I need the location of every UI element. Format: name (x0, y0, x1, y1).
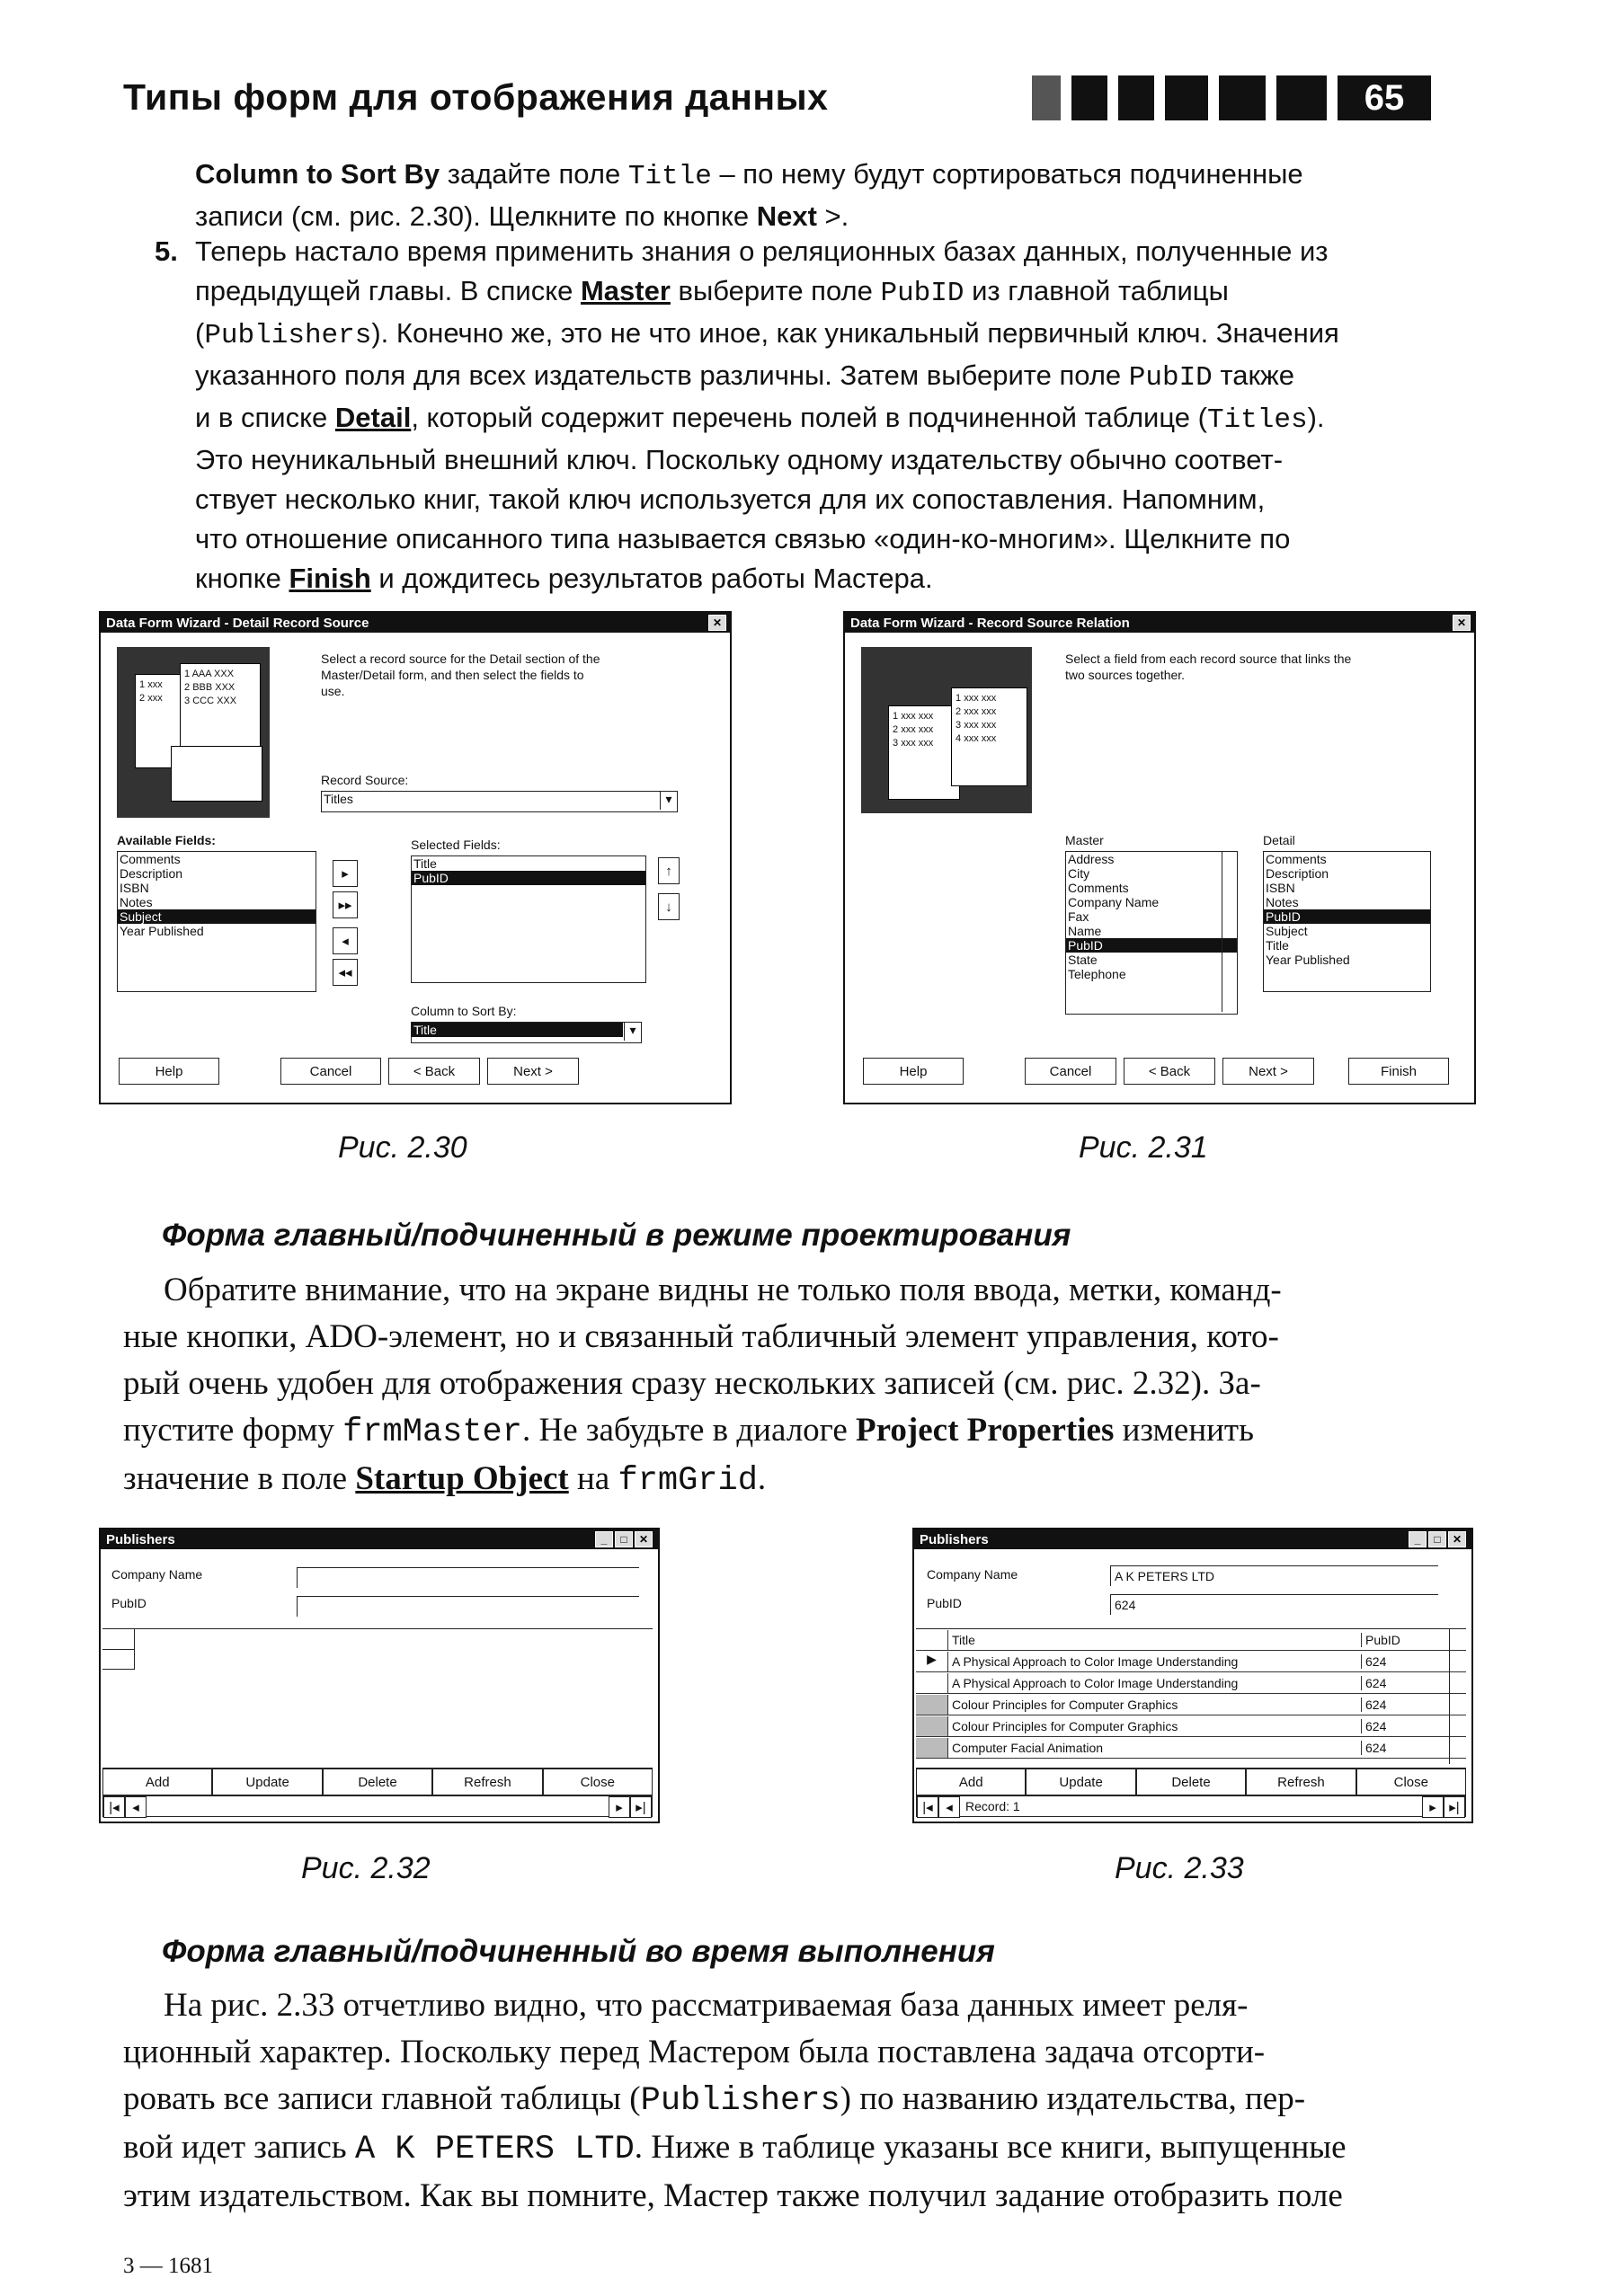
list-item: Name (1068, 924, 1102, 938)
list-item: Subject (1266, 924, 1308, 938)
move-up-button[interactable]: ↑ (658, 857, 680, 884)
delete-button[interactable]: Delete (1136, 1769, 1246, 1795)
refresh-button[interactable]: Refresh (432, 1769, 542, 1795)
fig233-form-window (912, 1528, 1473, 1823)
maximize-icon[interactable]: □ (1428, 1531, 1446, 1547)
wizard-illustration: 1 xxx 2 xxx 1 AAA XXX 2 BBB XXX 3 CCC XXX (117, 647, 270, 818)
column-header: PubID (1365, 1632, 1400, 1647)
pubid-label: PubID (927, 1596, 962, 1610)
command-bar (916, 1768, 1466, 1794)
company-name-input[interactable] (297, 1567, 639, 1588)
company-name-label: Company Name (927, 1567, 1018, 1582)
fig233-caption: Рис. 2.33 (1115, 1851, 1244, 1885)
table-row[interactable]: Colour Principles for Computer Graphics 624 (916, 1715, 1466, 1737)
last-record-button[interactable]: ▸| (1444, 1796, 1465, 1818)
header-decor-bar (1032, 75, 1472, 120)
minimize-icon[interactable]: _ (1409, 1531, 1427, 1547)
prev-record-button[interactable]: ◂ (125, 1796, 147, 1818)
wizard-illustration: 1 xxx xxx 2 xxx xxx 3 xxx xxx 1 xxx xxx 2 xxx xxx 3 xxx xxx 4 xxx xxx (861, 647, 1032, 813)
list-item: Company Name (1068, 895, 1160, 909)
pubid-input[interactable]: 624 (1110, 1594, 1438, 1615)
add-button[interactable]: Add (916, 1769, 1026, 1795)
list-item: Year Published (1266, 953, 1350, 967)
column-header: Title (948, 1633, 1362, 1647)
grid-header (916, 1629, 1466, 1651)
available-fields-label: Available Fields: (117, 833, 216, 847)
list-item: ISBN (120, 881, 149, 895)
list-item: Fax (1068, 909, 1089, 924)
list-item: Description (120, 866, 183, 881)
next-button[interactable]: Next > (487, 1058, 579, 1085)
list-item: Comments (1266, 852, 1327, 866)
data-grid[interactable] (102, 1628, 653, 1764)
finish-button[interactable]: Finish (1348, 1058, 1449, 1085)
fig230-caption: Рис. 2.30 (338, 1130, 467, 1165)
remove-all-fields-button[interactable]: ◂◂ (333, 959, 358, 986)
cancel-button[interactable]: Cancel (280, 1058, 381, 1085)
intro-text: Column to Sort By задайте поле Title – по нему будут сортироваться подчиненные записи (см. рис. 2.30). Щелкните по кнопке Next >. (195, 158, 1303, 232)
next-record-button[interactable]: ▸ (609, 1796, 630, 1818)
command-bar (102, 1768, 653, 1794)
section1-paragraph: Обратите внимание, что на экране видны не только поля ввода, метки, команд- ные кнопки, ADO-элемент, но и связанный табличный элемент управления, кото- рый очень удобен для отображения сразу нескольких записей (см. рис. 2.32). За- пустите форму frmMaster. Не забудьте в диалоге Project Properties изменить значение в поле Startup Object на frmGrid. (123, 1272, 1282, 1500)
company-name-label: Company Name (111, 1567, 203, 1582)
remove-field-button[interactable]: ◂ (333, 927, 358, 954)
close-icon[interactable]: ✕ (635, 1531, 653, 1547)
add-button[interactable]: Add (102, 1769, 212, 1795)
back-button[interactable]: < Back (1124, 1058, 1215, 1085)
page-number: 65 (1338, 75, 1431, 120)
first-record-button[interactable]: |◂ (103, 1796, 125, 1818)
list-item: Year Published (120, 924, 204, 938)
close-icon[interactable]: ✕ (1453, 615, 1471, 631)
fig231-caption: Рис. 2.31 (1079, 1130, 1208, 1165)
table-row[interactable]: Colour Principles for Computer Graphics 624 (916, 1694, 1466, 1715)
list-item: Telephone (1068, 967, 1126, 981)
list-item: Subject (118, 909, 316, 924)
fig231-description: Select a field from each record source that links the two sources together. (1065, 652, 1352, 682)
record-source-label: Record Source: (321, 773, 409, 787)
fig233-titlebar: Publishers _ □ ✕ (914, 1529, 1471, 1549)
data-grid[interactable] (916, 1628, 1466, 1764)
minimize-icon[interactable]: _ (595, 1531, 613, 1547)
table-row[interactable]: Computer Facial Animation 624 (916, 1737, 1466, 1759)
list-item: Title (413, 856, 437, 871)
list-item: Description (1266, 866, 1329, 881)
list-item: Comments (120, 852, 181, 866)
close-icon[interactable]: ✕ (1448, 1531, 1466, 1547)
dropdown-arrow-icon: ▾ (660, 792, 677, 810)
scrollbar[interactable] (1222, 852, 1237, 1012)
master-label: Master (1065, 833, 1104, 847)
fig230-wizard-window (99, 611, 732, 1104)
selected-fields-label: Selected Fields: (411, 838, 501, 852)
fig231-wizard-window (843, 611, 1476, 1104)
add-all-fields-button[interactable]: ▸▸ (333, 891, 358, 918)
list-item: Notes (1266, 895, 1299, 909)
list-item: Address (1068, 852, 1115, 866)
scrollbar[interactable] (1449, 1629, 1466, 1764)
running-header-title: Типы форм для отображения данных (123, 76, 829, 118)
next-record-button[interactable]: ▸ (1422, 1796, 1444, 1818)
step-number: 5. (155, 235, 178, 267)
selected-fields-list[interactable] (411, 855, 646, 983)
help-button[interactable]: Help (863, 1058, 964, 1085)
update-button[interactable]: Update (212, 1769, 322, 1795)
detail-fields-list[interactable] (1263, 851, 1431, 992)
prev-record-button[interactable]: ◂ (938, 1796, 960, 1818)
next-button[interactable]: Next > (1222, 1058, 1314, 1085)
delete-button[interactable]: Delete (323, 1769, 432, 1795)
section-heading-design: Форма главный/подчиненный в режиме проектирования (162, 1218, 1071, 1253)
list-item: Notes (120, 895, 153, 909)
sort-column-label: Column to Sort By: (411, 1004, 517, 1018)
section2-paragraph: На рис. 2.33 отчетливо видно, что рассматриваемая база данных имеет реля- ционный характер. Поскольку перед Мастером была поставлена задача отсорти- ровать все записи главной таблицы (Publishers) по названию издательства, пер- вой идет запись A K PETERS LTD. Ниже в таблице указаны все книги, выпущенные этим издательством. Как вы помните, Мастер также получил задание отобразить поле (123, 1987, 1347, 2214)
last-record-button[interactable]: ▸| (630, 1796, 652, 1818)
fig232-caption: Рис. 2.32 (301, 1851, 431, 1885)
master-fields-list[interactable] (1065, 851, 1238, 1015)
maximize-icon[interactable]: □ (615, 1531, 633, 1547)
fig232-form-window (99, 1528, 660, 1823)
company-name-input[interactable]: A K PETERS LTD (1110, 1565, 1438, 1586)
record-source-combo[interactable]: Titles ▾ (321, 791, 678, 812)
record-label: Record: 1 (965, 1799, 1020, 1813)
back-button[interactable]: < Back (388, 1058, 480, 1085)
close-button[interactable]: Close (543, 1769, 653, 1795)
fig231-titlebar: Data Form Wizard - Record Source Relation ✕ (845, 613, 1474, 633)
list-item: City (1068, 866, 1090, 881)
list-item: State (1068, 953, 1098, 967)
pubid-input[interactable] (297, 1596, 639, 1617)
detail-label: Detail (1263, 833, 1295, 847)
step5-text: Теперь настало время применить знания о реляционных базах данных, полученные из предыдущей главы. В списке Master выберите поле PubID из главной таблицы (Publishers). Конечно же, это не что иное, как уникальный первичный ключ. Значения указанного поля для всех издательств различны. Затем выберите поле PubID также и в списке Detail, который содержит перечень полей в подчиненной таблице (Titles). Это неуникальный внешний ключ. Поскольку одному издательству обычно соответ- ствует несколько книг, такой ключ используется для их сопоставления. Напомним, что отношение описанного типа называется связью «один-ко-многим». Щелкните по кнопке Finish и дождитесь результатов работы Мастера. (195, 235, 1339, 594)
fig232-titlebar: Publishers _ □ ✕ (101, 1529, 658, 1549)
refresh-button[interactable]: Refresh (1246, 1769, 1356, 1795)
list-item: PubID (412, 871, 645, 885)
move-down-button[interactable]: ↓ (658, 893, 680, 920)
close-icon[interactable]: ✕ (708, 615, 726, 631)
table-row[interactable]: A Physical Approach to Color Image Understanding 624 (916, 1672, 1466, 1694)
list-item: Title (1266, 938, 1289, 953)
table-row[interactable]: ▶ A Physical Approach to Color Image Understanding 624 (916, 1651, 1466, 1672)
cancel-button[interactable]: Cancel (1025, 1058, 1116, 1085)
update-button[interactable]: Update (1026, 1769, 1135, 1795)
first-record-button[interactable]: |◂ (917, 1796, 938, 1818)
list-item: Comments (1068, 881, 1129, 895)
add-field-button[interactable]: ▸ (333, 860, 358, 887)
help-button[interactable]: Help (119, 1058, 219, 1085)
footer-signature: 3 — 1681 (123, 2254, 213, 2278)
pubid-label: PubID (111, 1596, 147, 1610)
list-item: PubID (1264, 909, 1430, 924)
list-item: ISBN (1266, 881, 1295, 895)
sort-column-combo[interactable]: Title ▾ (411, 1022, 642, 1043)
fig230-description: Select a record source for the Detail section of the Master/Detail form, and then select the fields to use. (321, 652, 600, 698)
close-button[interactable]: Close (1356, 1769, 1466, 1795)
available-fields-list[interactable] (117, 851, 316, 992)
ado-data-control (102, 1795, 653, 1817)
section-heading-runtime: Форма главный/подчиненный во время выполнения (162, 1934, 995, 1969)
dropdown-arrow-icon: ▾ (624, 1023, 641, 1041)
current-row-icon: ▶ (916, 1652, 948, 1671)
list-item: PubID (1066, 938, 1237, 953)
ado-data-control (916, 1795, 1466, 1817)
fig230-titlebar: Data Form Wizard - Detail Record Source ✕ (101, 613, 730, 633)
